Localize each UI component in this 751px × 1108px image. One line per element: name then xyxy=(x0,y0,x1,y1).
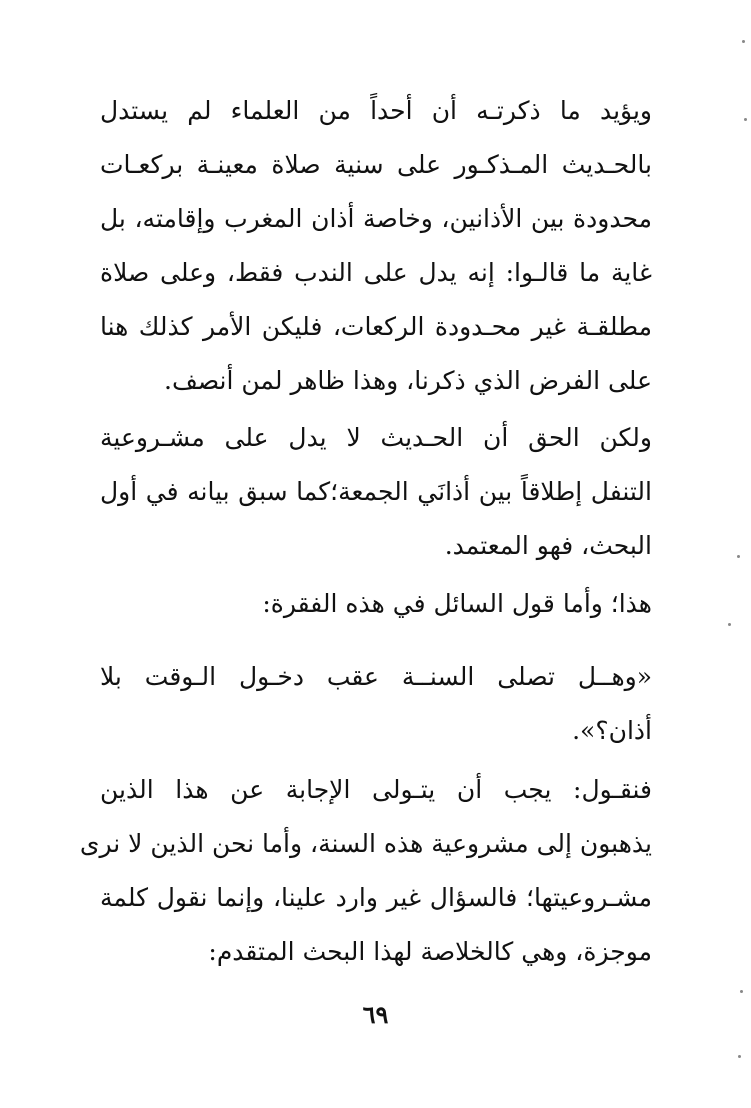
scan-speck xyxy=(740,990,743,993)
text-line: مطلقـة غير محـدودة الركعات، فليكن الأمر كذلك هنا xyxy=(100,312,652,341)
paragraph-3 xyxy=(100,577,652,631)
text-line: البحث، فهو المعتمد. xyxy=(444,531,652,560)
paragraph-2 xyxy=(100,411,652,573)
text-line: فنقـول: يجب أن يتـولى الإجابة عن هذا الذين xyxy=(100,775,652,804)
text-line: موجزة، وهي كالخلاصة لهذا البحث المتقدم: xyxy=(208,937,652,966)
text-line: أذان؟». xyxy=(572,716,652,745)
text-line: ولكن الحق أن الحـديث لا يدل على مشـروعية xyxy=(100,423,652,452)
scan-speck xyxy=(738,1055,741,1058)
text-line: محدودة بين الأذانين، وخاصة أذان المغرب وإقامته، بل xyxy=(100,204,652,233)
text-line: التنفل إطلاقاً بين أذانَي الجمعة؛كما سبق بيانه في أول xyxy=(100,477,652,506)
text-line: مشـروعيتها؛ فالسؤال غير وارد علينا، وإنما نقول كلمة xyxy=(100,883,652,912)
scan-speck xyxy=(744,118,747,121)
paragraph-5 xyxy=(79,763,652,979)
text-line: غاية ما قالـوا: إنه يدل على الندب فقط، وعلى صلاة xyxy=(100,258,652,287)
text-line: بالحـديث المـذكـور على سنية صلاة معينـة بركعـات xyxy=(100,150,652,179)
text-line: على الفرض الذي ذكرنا، وهذا ظاهر لمن أنصف. xyxy=(164,366,652,395)
text-line: يذهبون إلى مشروعية هذه السنة، وأما نحن الذين لا نرى xyxy=(79,829,652,858)
text-line: هذا؛ وأما قول السائل في هذه الفقرة: xyxy=(262,589,652,618)
page-number: ٦٩ xyxy=(362,1000,389,1029)
scan-speck xyxy=(728,623,731,626)
paragraph-1 xyxy=(100,84,652,408)
paragraph-4-quote xyxy=(100,650,652,758)
text-line: ويؤيد ما ذكرتـه أن أحداً من العلماء لم يستدل xyxy=(100,96,652,125)
text-line: «وهــل تصلى السنــة عقب دخـول الـوقت بلا xyxy=(100,662,652,691)
scan-speck xyxy=(742,40,745,43)
scan-speck xyxy=(737,555,740,558)
